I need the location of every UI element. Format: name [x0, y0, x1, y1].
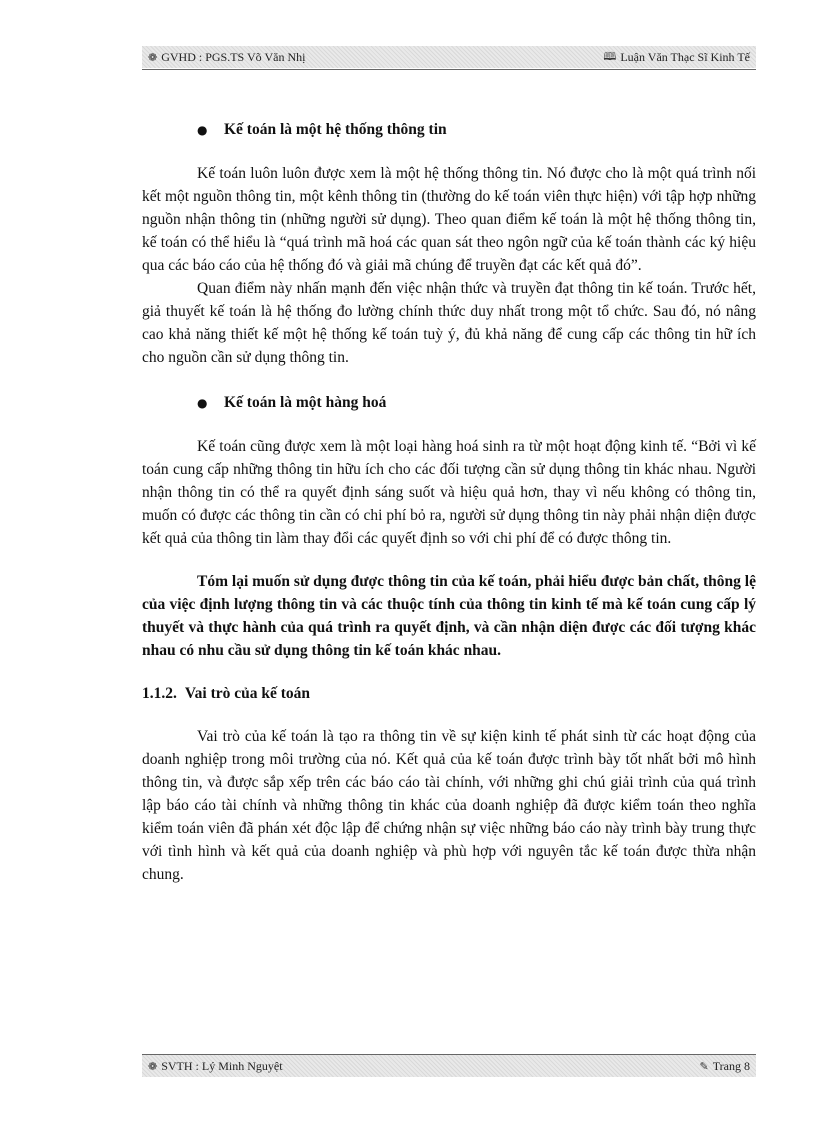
paragraph-3: Kế toán cũng được xem là một loại hàng hoá sinh ra từ một hoạt động kinh tế. “Bởi vì kế toán cung cấp những thông tin hữu ích cho các đối tượng cần sử dụng thông tin khác nhau. Người nhận thông tin có thể ra quyết định sáng suốt và hiệu quả hơn, thay vì nếu không có thông tin, muốn có được các thông tin cần có chi phí bỏ ra, người sử dụng thông tin này phải nhận diện được kết quả của thông tin làm thay đổi các quyết định so với chi phí để có được thông tin. [142, 438, 756, 547]
header-thesis-title: Luận Văn Thạc Sĩ Kinh Tế [620, 49, 750, 64]
footer-left [148, 1059, 283, 1074]
paragraph-2: Quan điểm này nhấn mạnh đến việc nhận thức và truyền đạt thông tin kế toán. Trước hết, giả thuyết kế toán là hệ thống đo lường chính thức duy nhất trong một tổ chức. Sau đó, nó nâng cao khả năng thiết kế một hệ thống kế toán tuỳ ý, đủ khả năng để cung cấp các thông tin hữ ích cho nguồn cần sử dụng thông tin. [142, 280, 756, 366]
flower-icon: ❁ [148, 50, 158, 64]
page-header [142, 46, 756, 68]
header-rule [142, 69, 756, 70]
summary-paragraph: Tóm lại muốn sử dụng được thông tin của kế toán, phải hiểu được bản chất, thông lệ của việc định lượng thông tin và các thuộc tính của thông tin kinh tế mà kế toán cung cấp lý thuyết và thực hành của quá trình ra quyết định, và cần nhận diện được các đối tượng khác nhau có nhu cầu sử dụng thông tin kế toán khác nhau. [142, 573, 756, 659]
bullet-heading-text: Kế toán là một hàng hoá [224, 394, 387, 411]
header-left [148, 50, 305, 65]
bullet-heading-text: Kế toán là một hệ thống thông tin [224, 121, 447, 138]
book-icon: 🕮 [603, 49, 617, 63]
bullet-icon: ● [197, 396, 208, 410]
paragraph-1: Kế toán luôn luôn được xem là một hệ thống thông tin. Nó được cho là một quá trình nối kết một nguồn thông tin, một kênh thông tin (thường do kế toán viên thực hiện) với tập hợp những nguồn nhận thông tin (những người sử dụng). Theo quan điểm kế toán là một hệ thống thông tin, kế toán có thể hiểu là “quá trình mã hoá các quan sát theo ngôn ngữ của kế toán thành các ký hiệu qua các báo cáo của hệ thống đó và giải mã chúng để truyền đạt các kết quả đó”. [142, 165, 756, 274]
paragraph-4: Vai trò của kế toán là tạo ra thông tin về sự kiện kinh tế phát sinh từ các hoạt động của doanh nghiệp trong môi trường của nó. Kết quả của kế toán được trình bày tốt nhất bởi mô hình thông tin, và được sắp xếp trên các báo cáo tài chính, với những ghi chú giải trình của quá trình lập báo cáo tài chính và những thông tin khác của doanh nghiệp đã được kiểm toán theo nghĩa kiểm toán viên đã phán xét độc lập để chứng nhận sự việc những báo cáo này trình bày trung thực với tình hình và kết quả của doanh nghiệp và phù hợp với nguyên tắc kế toán được thừa nhận chung. [142, 728, 756, 883]
pencil-icon: ✎ [699, 1059, 709, 1073]
section-title: Vai trò của kế toán [184, 685, 311, 702]
bullet-heading-information-system [197, 118, 756, 142]
header-right [603, 48, 750, 67]
flower-icon: ❁ [148, 1059, 158, 1073]
bullet-heading-commodity [197, 391, 756, 415]
section-number: 1.1.2. [142, 685, 177, 702]
section-heading [142, 682, 756, 705]
page-number: Trang 8 [712, 1058, 750, 1073]
page-body [142, 118, 756, 886]
page-footer [142, 1055, 756, 1077]
footer-right [700, 1059, 750, 1074]
footer-student: SVTH : Lý Minh Nguyệt [161, 1058, 283, 1073]
header-supervisor: GVHD : PGS.TS Võ Văn Nhị [161, 49, 306, 64]
bullet-icon: ● [197, 123, 208, 137]
